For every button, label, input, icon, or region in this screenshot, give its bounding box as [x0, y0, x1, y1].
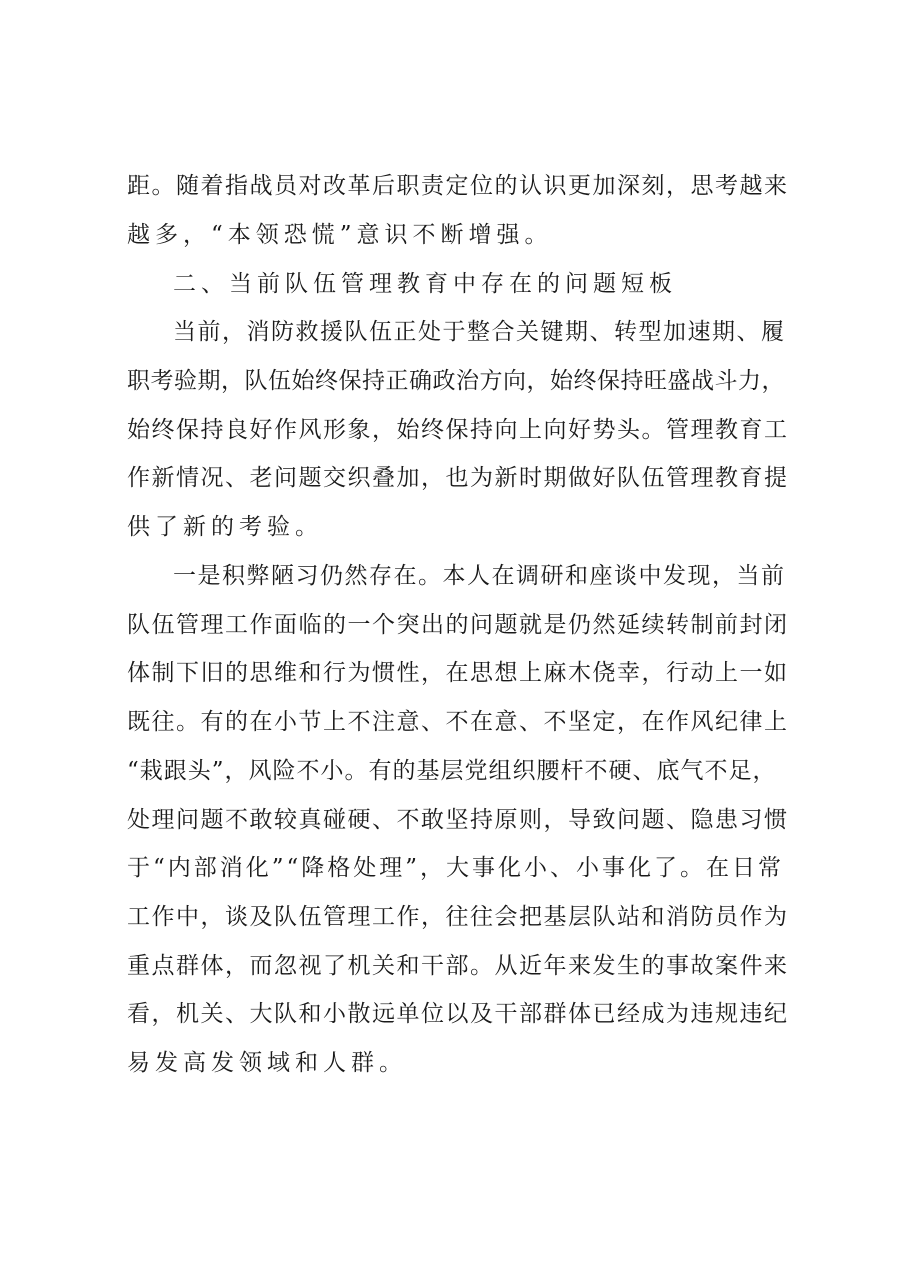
paragraph-line: 重点群体，而忽视了机关和干部。从近年来发生的事故案件来 [127, 953, 789, 979]
paragraph-line: 处理问题不敢较真碰硬、不敢坚持原则，导致问题、隐患习惯 [127, 807, 789, 833]
paragraph-line: 看，机关、大队和小散远单位以及干部群体已经成为违规违纪 [127, 1001, 789, 1027]
paragraph-line: 工作中，谈及队伍管理工作，往往会把基层队站和消防员作为 [127, 904, 789, 930]
paragraph-line: 供了新的考验。 [127, 514, 323, 540]
paragraph-line: 距。随着指战员对改革后职责定位的认识更加深刻，思考越来 [127, 173, 789, 199]
paragraph-line: 队伍管理工作面临的一个突出的问题就是仍然延续转制前封闭 [127, 612, 789, 638]
section-heading: 二、当前队伍管理教育中存在的问题短板 [173, 271, 677, 297]
paragraph-line: 一是积弊陋习仍然存在。本人在调研和座谈中发现，当前 [173, 563, 786, 589]
paragraph-line: 当前，消防救援队伍正处于整合关键期、转型加速期、履 [173, 319, 786, 345]
paragraph-line: 体制下旧的思维和行为惯性，在思想上麻木侥幸，行动上一如 [127, 660, 789, 686]
paragraph-line: 易发高发领域和人群。 [127, 1050, 407, 1076]
paragraph-line: 作新情况、老问题交织叠加，也为新时期做好队伍管理教育提 [127, 465, 789, 491]
paragraph-line: 职考验期，队伍始终保持正确政治方向，始终保持旺盛战斗力， [127, 368, 785, 394]
paragraph-line: “栽跟头”，风险不小。有的基层党组织腰杆不硬、底气不足， [127, 758, 777, 784]
paragraph-line: 既往。有的在小节上不注意、不在意、不坚定，在作风纪律上 [127, 709, 789, 735]
paragraph-line: 于“内部消化”“降格处理”，大事化小、小事化了。在日常 [127, 855, 785, 881]
paragraph-line: 始终保持良好作风形象，始终保持向上向好势头。管理教育工 [127, 417, 789, 443]
paragraph-line: 越多，“本领恐慌”意识不断增强。 [127, 222, 553, 248]
